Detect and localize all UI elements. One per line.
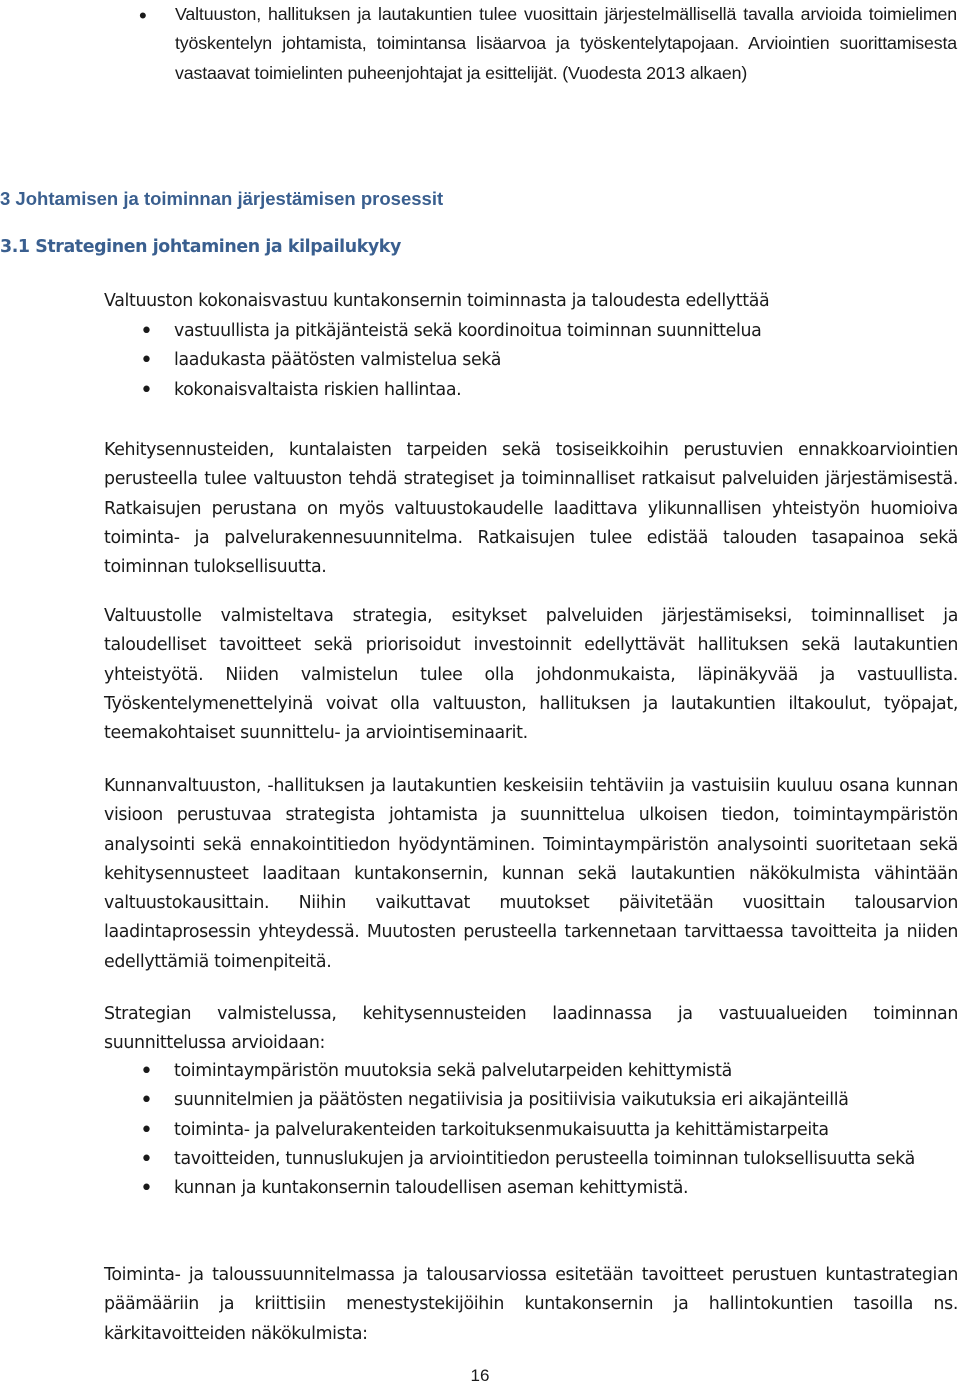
bullet-icon: •	[140, 1088, 153, 1114]
list-item	[104, 1086, 958, 1115]
bullet-icon: •	[140, 1117, 153, 1143]
bullet-icon: •	[140, 1059, 153, 1084]
bullet-icon: •	[140, 319, 153, 344]
list-item	[104, 1145, 958, 1174]
list-item	[104, 317, 958, 346]
list-item	[104, 346, 958, 375]
bullet-icon: •	[140, 1146, 153, 1172]
list-item-text: vastuullista ja pitkäjänteistä sekä koordinoitua toiminnan suunnittelua	[174, 321, 762, 341]
list-item	[104, 1057, 958, 1086]
list-item-text: toimintaympäristön muutoksia sekä palvelutarpeiden kehittymistä	[174, 1061, 732, 1081]
paragraph-5: Strategian valmistelussa, kehitysennusteiden laadinnassa ja vastuualueiden toiminnan suunnittelussa arvioidaan:	[104, 1004, 958, 1054]
paragraph-3: Valtuustolle valmisteltava strategia, esitykset palveluiden järjestämiseksi, toiminnalliset ja taloudelliset tavoitteet sekä priorisoidut investoinnit edellyttävät hallituksen sekä lautakuntien yhteistyötä. Niiden valmistelun tulee olla johdonmukaista, läpinäkyvää ja vastuullista. Työskentelymenettelyinä voivat olla valtuuston, hallituksen ja lautakuntien iltakoulut, työpajat, teemakohtaiset suunnittelu- ja arviointiseminaarit.	[104, 606, 958, 743]
bullet-icon: •	[140, 1176, 153, 1202]
paragraph-4: Kunnanvaltuuston, -hallituksen ja lautakuntien keskeisiin tehtäviin ja vastuisiin kuuluu osana kunnan visioon perustuvaa strategista johtamista ja suunnittelua ulkoisen tiedon, toimintaympäristön analysointi sekä ennakointitiedon hyödyntäminen. Toimintaympäristön analysointi suoritetaan sekä kehitysennusteet laaditaan kuntakonsernin, kunnan sekä lautakuntien näkökulmista vähintään valtuustokausittain. Niihin vaikuttavat muutokset päivitetään vuosittain talousarvion laadintaprosessin yhteydessä. Muutosten perusteella tarkennetaan tarvittaessa tavoitteita ja niiden edellyttämiä toimenpiteitä.	[104, 776, 958, 972]
list-item-text: suunnitelmien ja päätösten negatiivisia ja positiivisia vaikutuksia eri aikajänteillä	[174, 1090, 849, 1111]
bullet-list-1	[104, 317, 958, 405]
list-item-text: kokonaisvaltaista riskien hallintaa.	[174, 379, 462, 400]
paragraph-1: Valtuuston kokonaisvastuu kuntakonsernin toiminnasta ja taloudesta edellyttää	[104, 291, 770, 311]
section-heading: 3 Johtamisen ja toiminnan järjestämisen prosessit	[0, 188, 444, 209]
list-item-text: laadukasta päätösten valmistelua sekä	[174, 350, 502, 371]
list-item-text: kunnan ja kuntakonsernin taloudellisen aseman kehittymistä.	[174, 1178, 689, 1199]
list-item	[104, 1116, 958, 1145]
bullet-icon: •	[139, 3, 147, 28]
list-item	[104, 376, 958, 405]
list-item-text: toiminta- ja palvelurakenteiden tarkoituksenmukaisuutta ja kehittämistarpeita	[174, 1119, 829, 1140]
page-number: 16	[470, 1366, 490, 1385]
subsection-heading: 3.1 Strateginen johtaminen ja kilpailukyky	[0, 237, 401, 257]
list-item	[104, 1174, 958, 1203]
paragraph-2: Kehitysennusteiden, kuntalaisten tarpeiden sekä tosiseikkoihin perustuvien ennakkoarviointien perusteella tulee valtuuston tehdä strategiset ja toiminnalliset ratkaisut palveluiden järjestämisestä. Ratkaisujen perustana on myös valtuustokaudelle laadittava ylikunnallisen yhteistyön huomioiva toiminta- ja palvelurakennesuunnitelma. Ratkaisujen tulee edistää talouden tasapainoa sekä toiminnan tuloksellisuutta.	[104, 440, 958, 577]
bullet-icon: •	[140, 348, 153, 374]
list-item-text: tavoitteiden, tunnuslukujen ja arviointitiedon perusteella toiminnan tuloksellisuutta sekä	[174, 1148, 915, 1169]
intro-bullet-text: Valtuuston, hallituksen ja lautakuntien tulee vuosittain järjestelmällisellä tavalla arvioida toimielimen työskentelyn johtamista, toimintansa lisäarvoa ja työskentelytapojaan. Arviointien suorittamisesta vastaavat toimielinten puheenjohtajat ja esittelijät. (Vuodesta 2013 alkaen)	[175, 4, 957, 83]
paragraph-6: Toiminta- ja taloussuunnitelmassa ja talousarviossa esitetään tavoitteet perustuen kuntastrategian päämääriin ja kriittisiin menestystekijöihin kuntakonsernin ja hallintokuntien tasoilla ns. kärkitavoitteiden näkökulmista:	[104, 1265, 958, 1344]
bullet-icon: •	[140, 377, 153, 403]
bullet-list-2	[104, 1057, 958, 1203]
